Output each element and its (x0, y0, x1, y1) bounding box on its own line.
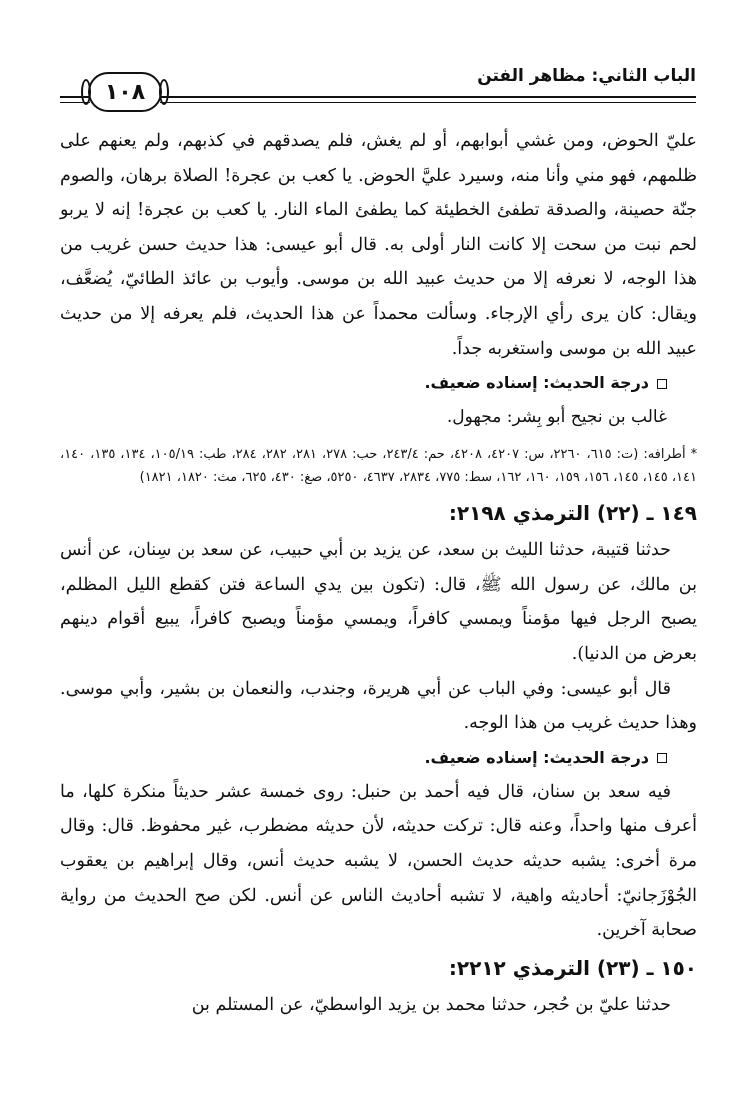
narrator-note: غالب بن نجيح أبو بِشر: مجهول. (446, 407, 667, 428)
paragraph-hadith-text: حدثنا قتيبة، حدثنا الليث بن سعد، عن يزيد بن أبي حبيب، عن سعد بن سِنان، عن أنس بن مالك، عن رسول الله ﷺ، قال: (تكون بين يدي الساعة فتن كقطع الليل المظلم، يصبح الرجل فيها مؤمناً ويمسي كافراً، ويمسي مؤمناً ويصبح كافراً، يبيع أقوام دينهم بعرض من الدنيا). (60, 540, 697, 664)
page-number: ١٠٨ (104, 79, 146, 105)
header-rule (160, 96, 696, 103)
page-header (60, 58, 696, 108)
hadith-heading: ١٥٠ ـ (٢٣) الترمذي ٢٢١٢: (448, 955, 697, 980)
hadith-grade (60, 366, 667, 400)
paragraph-isnad: حدثنا عليّ بن حُجر، حدثنا محمد بن يزيد الواسطيّ، عن المستلم بن (191, 994, 671, 1015)
cross-references: * أطرافه: (ت: ٦١٥، ٢٢٦٠، س: ٤٢٠٧، ٤٢٠٨، حم: ٢٤٣/٤، حب: ٢٧٨، ٢٨١، ٢٨٢، ٢٨٤، طب: ١٠٥/١٩، ١٣٤، ١٣٥، ١٤٠، ١٤١، ١٤٥، ١٤٥، ١٥٦، ١٥٩، ١٦٠، ١٦٢، سط: ٧٧٥، ٢٨٣٤، ٤٦٣٧، ٥٢٥٠، صغ: ٤٣٠، ٦٢٥، مث: ١٨٢٠، ١٨٢١) (60, 447, 698, 485)
hadith-grade-text: درجة الحديث: إسناده ضعيف. (424, 373, 649, 393)
square-bullet-icon (657, 753, 667, 763)
hadith-grade (60, 741, 667, 775)
paragraph-isnad-analysis: فيه سعد بن سنان، قال فيه أحمد بن حنبل: روى خمسة عشر حديثاً منكرة كلها، ما أعرف منها واحداً، وعنه قال: تركت حديثه، لأن حديثه مضطرب، غير محفوظ. قال: وقال مرة أخرى: يشبه حديثه حديث الحسن، لا يشبه حديث أنس، وقال إبراهيم بن يعقوب الجُوْزَجانيّ: أحاديثه واهية، لا تشبه أحاديث الناس عن أنس. لكن صح الحديث من رواية صحابة آخرين. (60, 781, 697, 941)
paragraph-commentary: قال أبو عيسى: وفي الباب عن أبي هريرة، وجندب، والنعمان بن بشير، وأبي موسى. وهذا حديث غريب من هذا الوجه. (60, 678, 697, 734)
chapter-title: الباب الثاني: مظاهر الفتن (477, 66, 696, 86)
square-bullet-icon (657, 379, 667, 389)
hadith-grade-text: درجة الحديث: إسناده ضعيف. (424, 747, 649, 767)
page-number-ornament (88, 72, 162, 112)
hadith-heading: ١٤٩ ـ (٢٢) الترمذي ٢١٩٨: (448, 501, 697, 526)
page-body (60, 124, 697, 1022)
paragraph-hadith-continuation: عليّ الحوض، ومن غشي أبوابهم، أو لم يغش، فلم يصدقهم في كذبهم، ولم يعنهم على ظلمهم، فهو مني وأنا منه، وسيرد عليَّ الحوض. يا كعب بن عجرة! الصلاة برهان، والصوم جنّة حصينة، والصدقة تطفئ الخطيئة كما يطفئ الماء النار. يا كعب بن عجرة! إنه لا يربو لحم نبت من سحت إلا كانت النار أولى به. قال أبو عيسى: هذا حديث حسن غريب من هذا الوجه، لا نعرفه إلا من حديث عبيد الله بن موسى. وأيوب بن عائذ الطائيّ، يُضعَّف، ويقال: كان يرى رأي الإرجاء. وسألت محمداً عن هذا الحديث، فلم يعرفه إلا من حديث عبيد الله بن موسى واستغربه جداً. (60, 131, 697, 359)
